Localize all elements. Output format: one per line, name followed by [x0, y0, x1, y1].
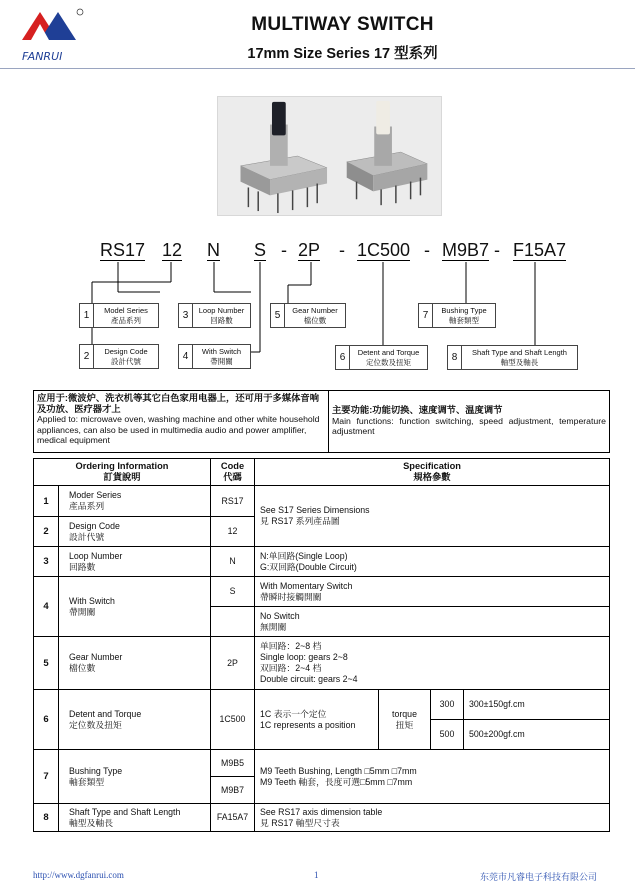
table-cell: 1 — [80, 304, 94, 327]
legend-shaft-type — [447, 345, 578, 370]
table-cell — [433, 304, 495, 327]
table-cell: 5 — [271, 304, 285, 327]
table-header-cell — [255, 459, 610, 486]
table-cell: 帶瞬时接觸開關 — [260, 591, 322, 602]
table-cell: M9 Teeth 軸套，長度可選□5mm □7mm — [260, 776, 413, 787]
table-cell: 300 — [431, 690, 464, 720]
table-cell: See S17 Series Dimensions — [260, 505, 370, 515]
table-cell — [59, 517, 211, 547]
table-cell — [59, 750, 211, 804]
table-cell: Loop Number — [69, 550, 123, 561]
table-cell: G:双回路(Double Circuit) — [260, 561, 357, 572]
table-row — [34, 486, 610, 517]
table-cell: Ordering Information — [75, 461, 169, 471]
table-cell: 產品系列 — [111, 315, 141, 325]
table-cell: 1C500 — [357, 240, 411, 260]
table-row — [34, 577, 610, 607]
table-cell: 5 — [34, 637, 59, 690]
table-cell: N — [211, 547, 255, 577]
table-cell: 2 — [80, 345, 94, 368]
table-cell: Bushing Type — [69, 765, 123, 776]
table-cell: 軸套類型 — [449, 315, 479, 325]
table-cell: 定位数及扭矩 — [69, 719, 122, 730]
table-cell: With Switch — [69, 595, 115, 606]
table-cell: 檔位數 — [69, 663, 96, 673]
table-cell: 1C represents a position — [260, 719, 356, 730]
table-cell: 1C500 — [211, 690, 255, 750]
table-cell: 扭矩 — [395, 719, 414, 730]
table-cell: 軸型及軸長 — [500, 357, 539, 367]
table-cell: Specification — [403, 461, 461, 471]
table-cell: Design Code — [104, 346, 148, 356]
table-cell: Detent and Torque — [357, 347, 420, 357]
table-cell: M9B5 — [211, 750, 255, 777]
table-cell: 8 — [34, 804, 59, 832]
table-cell — [59, 547, 211, 577]
table-cell — [255, 607, 610, 637]
table-cell: Loop Number — [198, 305, 245, 315]
table-cell — [211, 607, 255, 637]
footer-company: 东莞市凡睿电子科技有限公司 — [480, 872, 598, 882]
table-cell: 回路數 — [210, 315, 233, 325]
table-cell — [255, 750, 610, 804]
table-cell: 軸套類型 — [69, 776, 105, 787]
table-cell: Moder Series — [69, 490, 122, 500]
table-cell: 500 — [431, 720, 464, 750]
table-cell: 12 — [211, 517, 255, 547]
table-row — [34, 690, 610, 720]
table-cell — [94, 304, 158, 327]
table-cell: 2P — [211, 637, 255, 690]
table-cell: Code — [220, 461, 245, 471]
table-cell: 8 — [448, 346, 462, 369]
table-cell — [285, 304, 345, 327]
table-cell: 設計代號 — [69, 531, 105, 542]
table-cell: 12 — [162, 240, 183, 260]
table-cell: 訂貨說明 — [103, 472, 141, 482]
table-cell: With Momentary Switch — [260, 580, 353, 591]
footer-url[interactable]: http://www.dgfanrui.com — [33, 870, 124, 880]
table-cell: 3 — [34, 547, 59, 577]
table-cell — [255, 637, 610, 690]
table-cell: M9B7 — [442, 240, 490, 260]
table-cell: See RS17 axis dimension table — [260, 806, 383, 817]
table-cell — [59, 486, 211, 517]
table-cell: 回路數 — [69, 561, 96, 572]
table-cell — [255, 577, 610, 607]
table-cell — [59, 690, 211, 750]
table-cell: Gear Number — [69, 652, 123, 662]
table-row — [34, 804, 610, 832]
table-cell — [350, 346, 427, 369]
legend-model-series — [79, 303, 159, 328]
page-title: MULTIWAY SWITCH — [251, 14, 434, 35]
table-cell: Double circuit: gears 2~4 — [260, 674, 358, 684]
code-dash: - — [424, 240, 430, 260]
table-cell: No Switch — [260, 610, 300, 621]
table-cell: 单回路：2~8 档 — [260, 641, 322, 651]
table-cell: 6 — [336, 346, 350, 369]
table-cell — [462, 346, 577, 369]
code-dash: - — [494, 240, 500, 260]
table-cell: 7 — [34, 750, 59, 804]
brand-text: FANRUI — [22, 50, 63, 63]
table-cell: M9B7 — [211, 777, 255, 804]
table-cell: Gear Number — [292, 305, 338, 315]
code-dash: - — [339, 240, 345, 260]
table-cell: Shaft Type and Shaft Length — [472, 347, 567, 357]
table-cell: 無開關 — [260, 621, 287, 632]
table-cell: 檔位數 — [303, 315, 327, 325]
table-cell: RS17 — [100, 240, 146, 260]
table-cell — [193, 345, 250, 368]
table-cell: S — [211, 577, 255, 607]
legend-gear-number — [270, 303, 346, 328]
table-cell: Single loop: gears 2~8 — [260, 652, 348, 662]
table-cell: 4 — [179, 345, 193, 368]
legend-detent-torque — [335, 345, 428, 370]
table-cell: With Switch — [201, 346, 242, 356]
table-cell: M9 Teeth Bushing, Length □5mm □7mm — [260, 765, 417, 776]
table-cell: FA15A7 — [211, 804, 255, 832]
functions-en: Main functions: function switching, speed adjustment, temperature adjustment — [332, 415, 606, 436]
table-cell: 6 — [34, 690, 59, 750]
table-cell: 2 — [34, 517, 59, 547]
table-cell: Bushing Type — [441, 305, 487, 315]
table-cell: 代碼 — [223, 472, 242, 482]
table-cell — [255, 690, 379, 750]
table-header-cell — [211, 459, 255, 486]
table-cell: 7 — [419, 304, 433, 327]
table-cell — [94, 345, 158, 368]
legend-design-code — [79, 344, 159, 369]
table-cell: 1 — [34, 486, 59, 517]
table-cell: 双回路：2~4 档 — [260, 663, 322, 673]
table-cell: 見 RS17 系列產品圖 — [260, 516, 340, 526]
table-cell: 4 — [34, 577, 59, 637]
table-cell: 500±200gf.cm — [464, 720, 610, 750]
table-cell — [59, 637, 211, 690]
table-cell — [193, 304, 250, 327]
table-cell: N — [207, 240, 220, 260]
table-cell: 300±150gf.cm — [464, 690, 610, 720]
table-cell: N:单回路(Single Loop) — [260, 550, 348, 561]
table-cell: Design Code — [69, 520, 120, 531]
ordering-table — [33, 458, 610, 832]
table-cell — [255, 547, 610, 577]
code-connector-lines — [0, 0, 635, 400]
legend-bushing-type — [418, 303, 496, 328]
table-cell: 1C 表示一个定位 — [260, 708, 327, 719]
table-cell — [255, 804, 610, 832]
table-cell — [59, 804, 211, 832]
table-row — [34, 547, 610, 577]
table-cell: S — [254, 240, 267, 260]
table-cell — [255, 486, 610, 547]
functions-zh: 主要功能:功能切换、速度调节、温度调节 — [332, 405, 503, 415]
table-row — [34, 637, 610, 690]
table-row — [34, 750, 610, 777]
footer-page-number: 1 — [314, 870, 319, 880]
table-cell: 見 RS17 軸型尺寸表 — [260, 817, 340, 828]
table-cell: 3 — [179, 304, 193, 327]
table-cell: 帶開關 — [210, 356, 233, 366]
table-cell — [379, 690, 431, 750]
table-cell: Detent and Torque — [69, 708, 142, 719]
table-cell: 2P — [298, 240, 321, 260]
table-cell — [59, 577, 211, 637]
table-cell: 定位数及扭矩 — [366, 357, 411, 367]
table-cell: Shaft Type and Shaft Length — [69, 806, 181, 817]
table-header-cell — [34, 459, 211, 486]
table-cell: RS17 — [211, 486, 255, 517]
table-header-row — [34, 459, 610, 486]
legend-loop-number — [178, 303, 251, 328]
page-subtitle: 17mm Size Series 17 型系列 — [247, 46, 438, 62]
legend-with-switch — [178, 344, 251, 369]
table-cell: 帶開關 — [69, 606, 96, 617]
table-cell: 產品系列 — [69, 501, 105, 511]
table-cell: Model Series — [104, 305, 148, 315]
table-cell: F15A7 — [513, 240, 567, 260]
table-cell: 規格參數 — [413, 472, 451, 482]
code-dash: - — [281, 240, 287, 260]
application-box — [33, 390, 610, 453]
table-cell: 設計代號 — [111, 356, 141, 366]
application-en: Applied to: microwave oven, washing machine and other white household appliances, can also be used in multimedia audio and power amplifier, medical equipment — [37, 414, 320, 445]
table-cell: 軸型及軸長 — [69, 817, 113, 828]
table-cell: torque — [392, 708, 417, 719]
application-zh: 应用于:微波炉、洗衣机等其它白色家用电器上，还可用于多媒体音响及功放、医疗器才上 — [37, 393, 320, 414]
